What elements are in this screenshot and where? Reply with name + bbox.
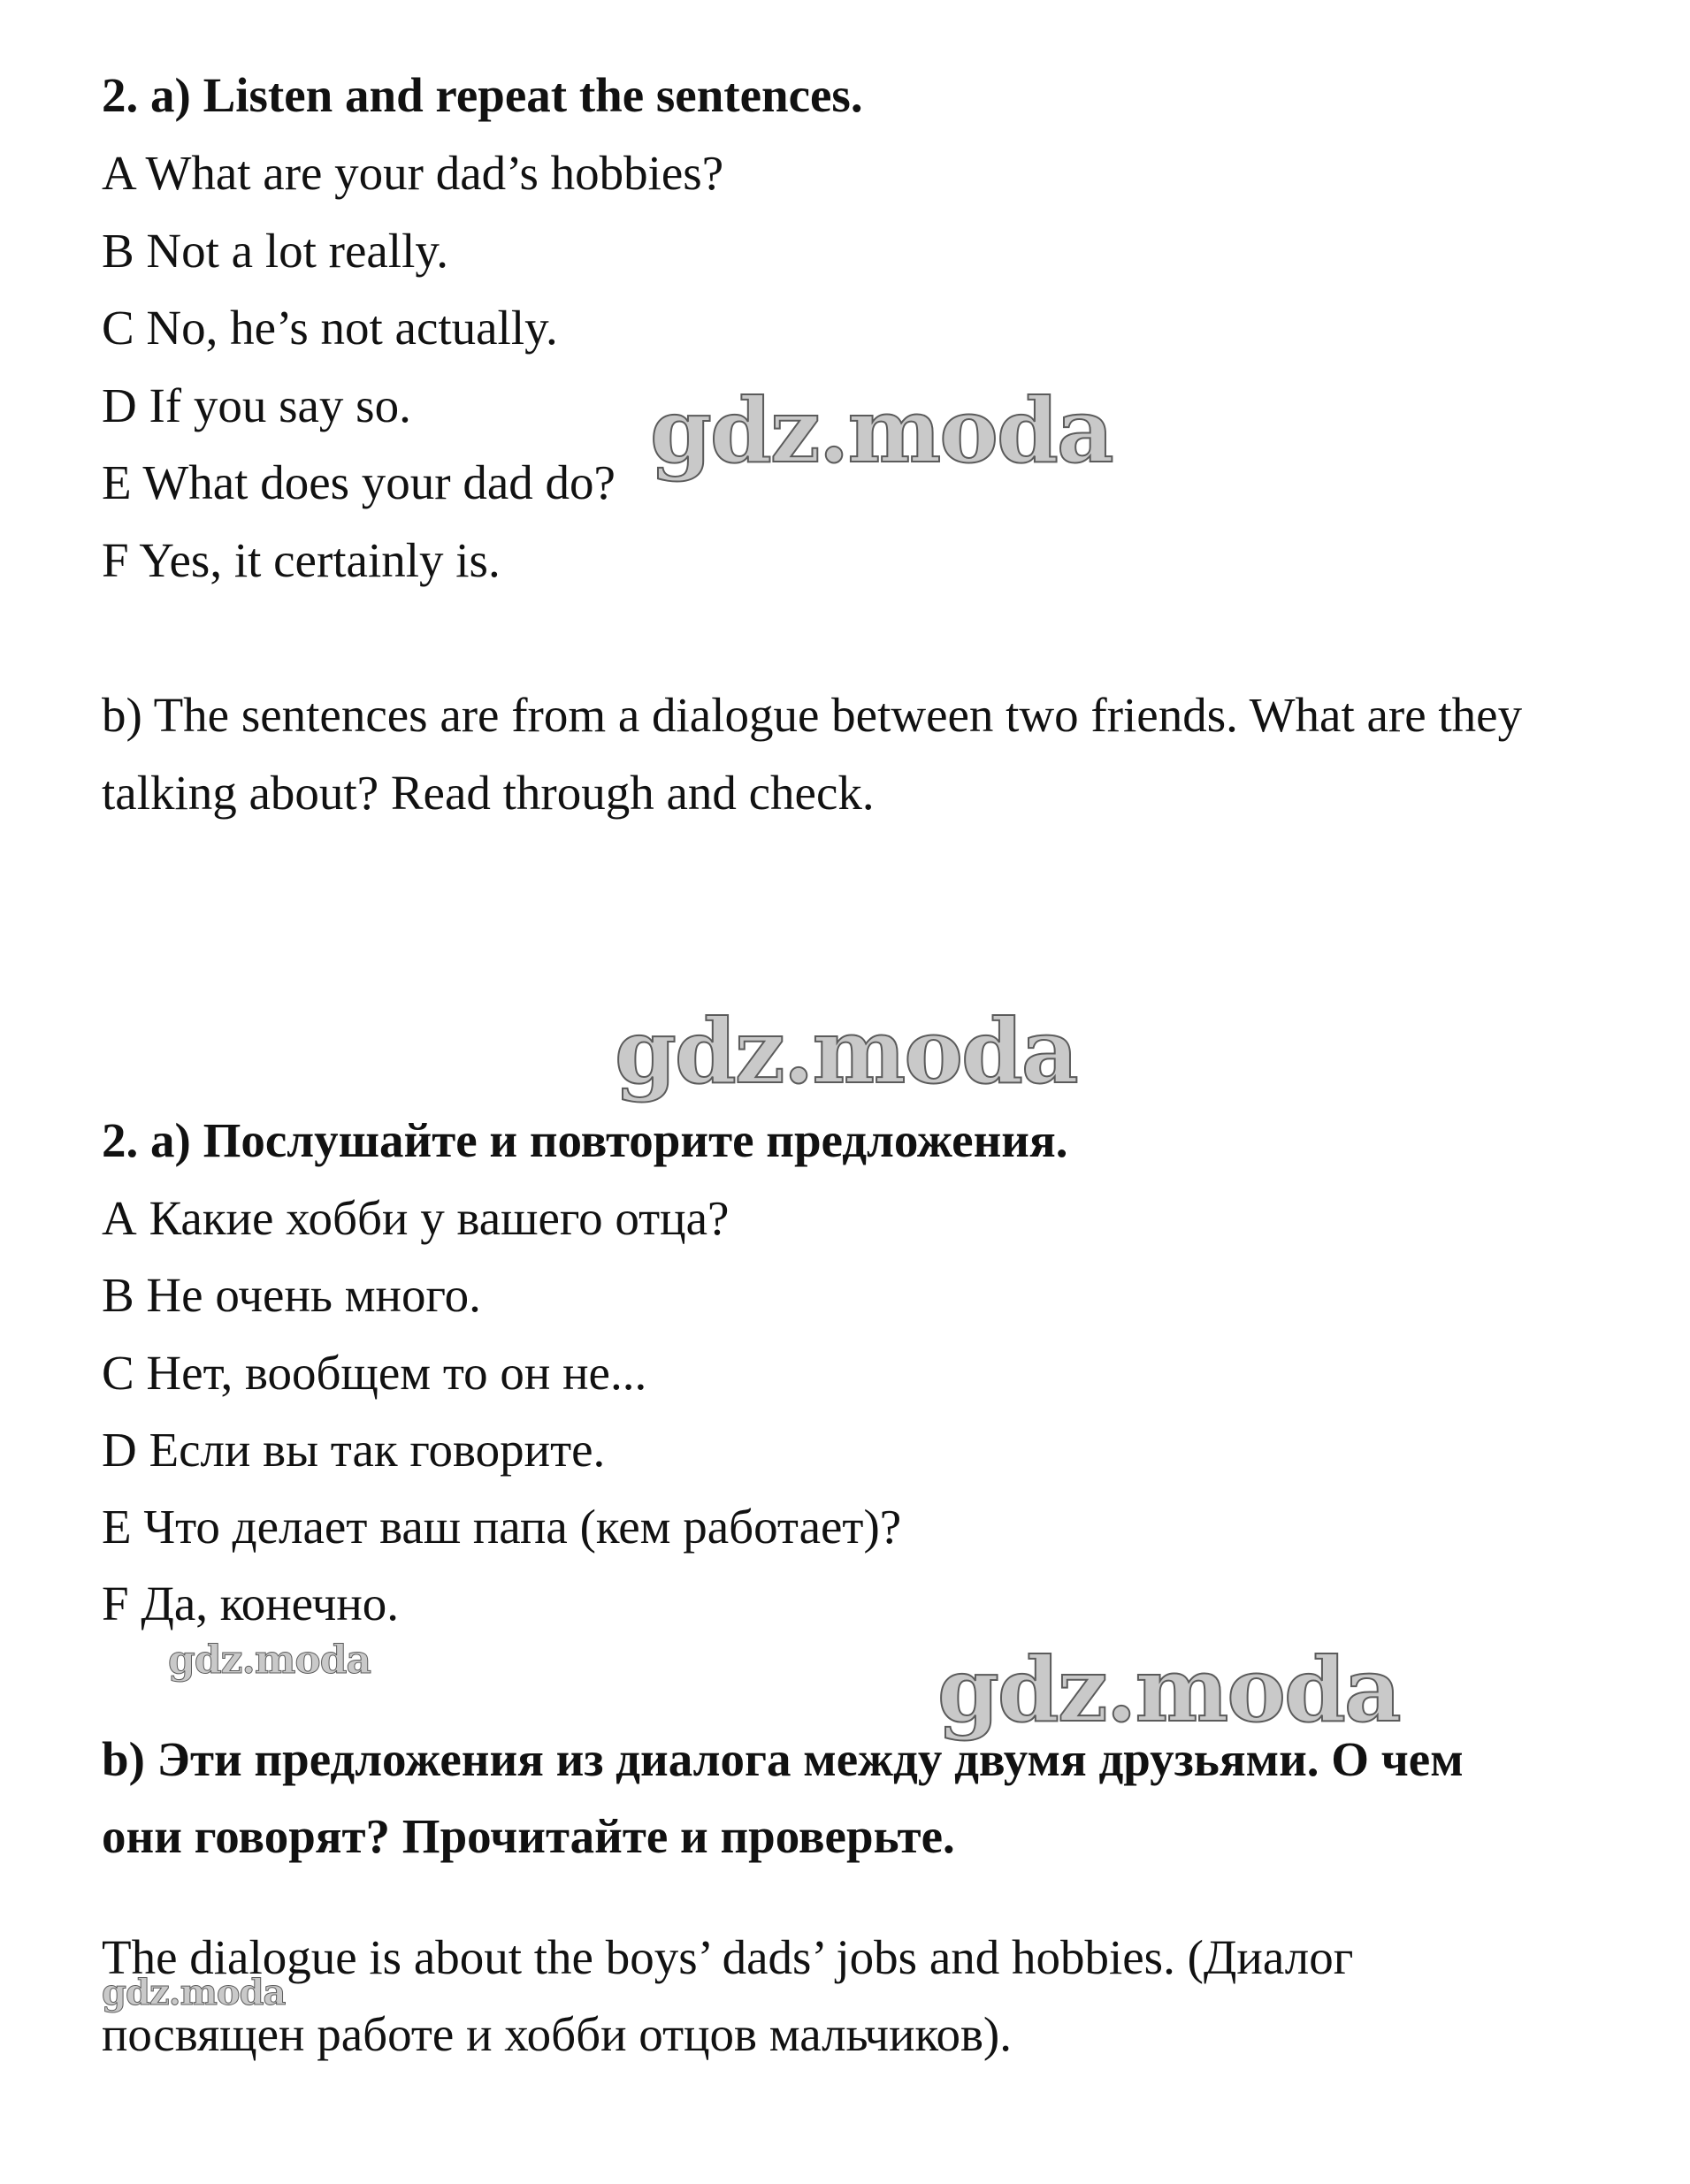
watermark-logo: gdz.moda <box>168 1638 371 1683</box>
sentence-e-en: E What does your dad do? <box>102 455 616 509</box>
sentence-d-ru: D Если вы так говорите. <box>102 1423 606 1477</box>
sentence-f-ru: F Да, конечно. <box>102 1577 400 1630</box>
task-b-line1-en: b) The sentences are from a dialogue between two friends. What are they <box>102 688 1523 742</box>
task-a-title-en: 2. a) Listen and repeat the sentences. <box>102 68 863 122</box>
answer-line1: The dialogue is about the boys’ dads’ jobs and hobbies. (Диалог <box>102 1930 1354 1984</box>
sentence-e-ru: Е Что делает ваш папа (кем работает)? <box>102 1500 902 1554</box>
task-a-title-ru: 2. а) Послушайте и повторите предложения. <box>102 1113 1068 1167</box>
task-b-line1-ru: b) Эти предложения из диалога между двумя друзьями. О чем <box>102 1732 1464 1786</box>
watermark-logo: gdz.moda <box>937 1638 1400 1742</box>
sentence-a-ru: А Какие хобби у вашего отца? <box>102 1191 730 1245</box>
task-b-line2-ru: они говорят? Прочитайте и проверьте. <box>102 1809 955 1863</box>
watermark-logo: gdz.moda <box>615 999 1077 1103</box>
task-b-line2-en: talking about? Read through and check. <box>102 766 875 820</box>
sentence-b-ru: В Не очень много. <box>102 1268 481 1322</box>
sentence-c-en: C No, he’s not actually. <box>102 301 558 355</box>
sentence-f-en: F Yes, it certainly is. <box>102 533 501 587</box>
watermark-logo: gdz.moda <box>650 378 1113 483</box>
sentence-c-ru: С Нет, вообщем то он не... <box>102 1346 647 1400</box>
sentence-d-en: D If you say so. <box>102 378 411 432</box>
sentence-a-en: A What are your dad’s hobbies? <box>102 146 724 200</box>
answer-line2: посвящен работе и хобби отцов мальчиков). <box>102 2007 1012 2061</box>
sentence-b-en: B Not a lot really. <box>102 224 449 278</box>
watermark-logo: gdz.moda <box>102 1972 286 2013</box>
